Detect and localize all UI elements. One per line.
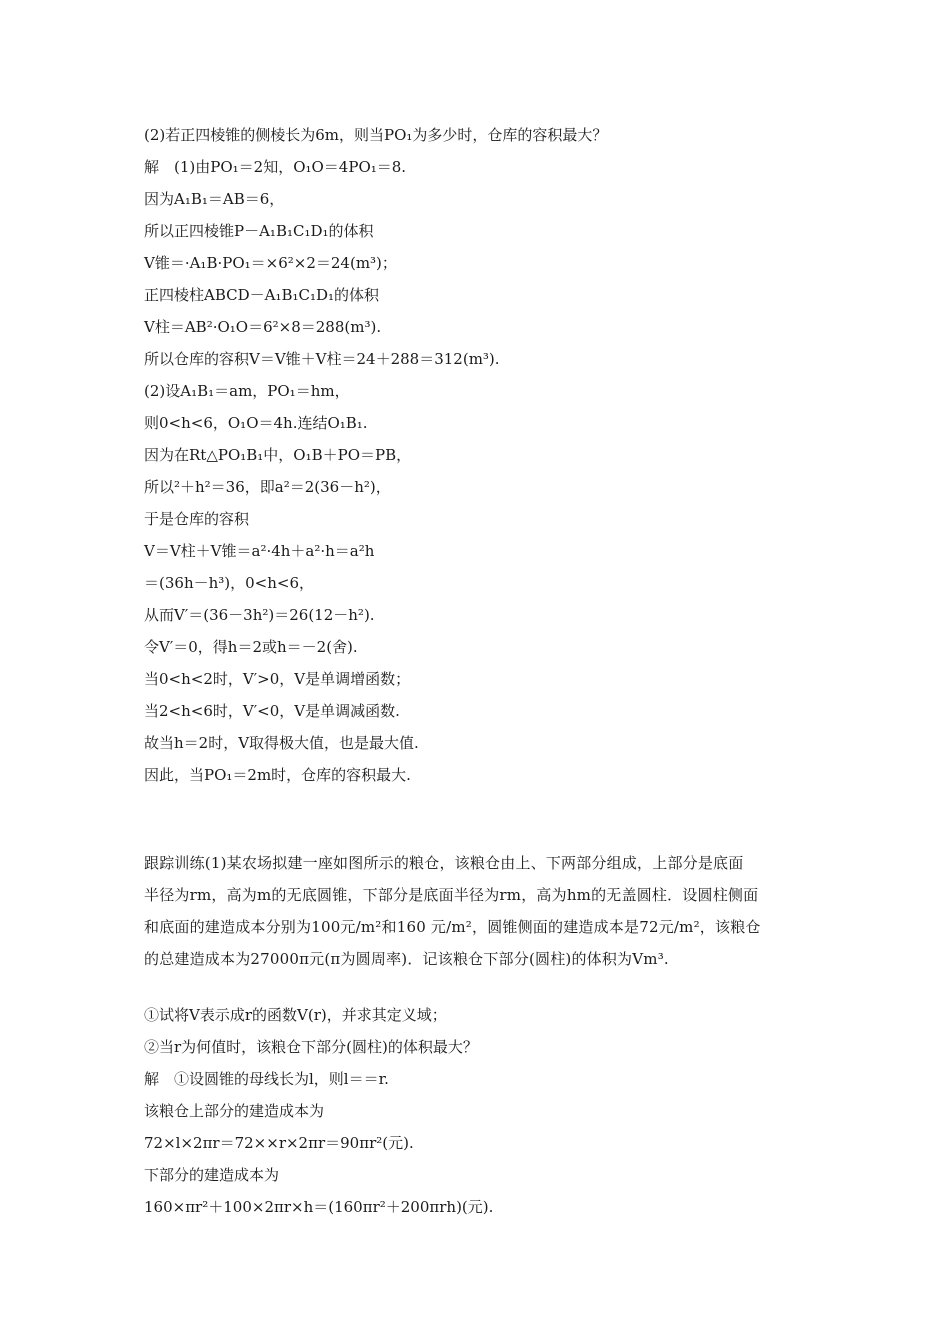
solution-line: (2)设A₁B₁＝am，PO₁＝hm， xyxy=(144,382,350,400)
formula-line: V锥＝·A₁B·PO₁＝×6²×2＝24(m³)； xyxy=(144,254,397,272)
solution-line: 所以²＋h²＝36，即a²＝2(36－h²)， xyxy=(144,478,391,496)
question-2-line: (2)若正四棱锥的侧棱长为6m，则当PO₁为多少时，仓库的容积最大？ xyxy=(144,126,608,144)
exercise-question-line: ①试将V表示成r的函数V(r)，并求其定义域； xyxy=(144,1006,447,1024)
formula-line: 从而V′＝(36－3h²)＝26(12－h²). xyxy=(144,606,375,624)
solution-line: 当0<h<2时，V′>0，V是单调增函数； xyxy=(144,670,411,688)
solution-line: 故当h＝2时，V取得极大值，也是最大值. xyxy=(144,734,419,752)
formula-line: ＝(36h－h³)，0<h<6， xyxy=(144,574,315,592)
solution-line: 所以正四棱锥P－A₁B₁C₁D₁的体积 xyxy=(144,222,374,240)
exercise-paragraph-line: 和底面的建造成本分别为100元/m²和160 元/m²，圆锥侧面的建造成本是72元/m²，该粮仓 xyxy=(144,918,761,936)
solution-line: 解 (1)由PO₁＝2知，O₁O＝4PO₁＝8. xyxy=(144,158,407,176)
solution-line: 因为A₁B₁＝AB＝6， xyxy=(144,190,285,208)
formula-line: V＝V柱＋V锥＝a²·4h＋a²·h＝a²h xyxy=(144,542,375,560)
exercise-question-line: ②当r为何值时，该粮仓下部分(圆柱)的体积最大？ xyxy=(144,1038,478,1056)
solution-line: 解 ①设圆锥的母线长为l，则l＝＝r. xyxy=(144,1070,389,1088)
solution-line: 令V′＝0，得h＝2或h＝－2(舍). xyxy=(144,638,358,656)
solution-line: 下部分的建造成本为 xyxy=(144,1166,280,1184)
solution-line: 正四棱柱ABCD－A₁B₁C₁D₁的体积 xyxy=(144,286,380,304)
solution-line: 该粮仓上部分的建造成本为 xyxy=(144,1102,325,1120)
solution-line: 当2<h<6时，V′<0，V是单调减函数. xyxy=(144,702,400,720)
formula-line: V柱＝AB²·O₁O＝6²×8＝288(m³). xyxy=(144,318,382,336)
formula-line: 72×l×2πr＝72××r×2πr＝90πr²(元). xyxy=(144,1134,414,1152)
exercise-paragraph-line: 的总建造成本为27000π元(π为圆周率)．记该粮仓下部分(圆柱)的体积为Vm³. xyxy=(144,950,669,968)
solution-line: 因为在Rt△PO₁B₁中，O₁B＋PO＝PB， xyxy=(144,446,412,464)
solution-line: 所以仓库的容积V＝V锥＋V柱＝24＋288＝312(m³). xyxy=(144,350,500,368)
solution-line: 于是仓库的容积 xyxy=(144,510,250,528)
conclusion-line: 因此，当PO₁＝2m时，仓库的容积最大. xyxy=(144,766,411,784)
solution-line: 则0<h<6，O₁O＝4h.连结O₁B₁. xyxy=(144,414,368,432)
exercise-paragraph-line: 跟踪训练(1)某农场拟建一座如图所示的粮仓，该粮仓由上、下两部分组成，上部分是底面 xyxy=(144,854,744,872)
exercise-paragraph-line: 半径为rm，高为m的无底圆锥，下部分是底面半径为rm，高为hm的无盖圆柱．设圆柱侧面 xyxy=(144,886,759,904)
formula-line: 160×πr²＋100×2πr×h＝(160πr²＋200πrh)(元). xyxy=(144,1198,494,1216)
